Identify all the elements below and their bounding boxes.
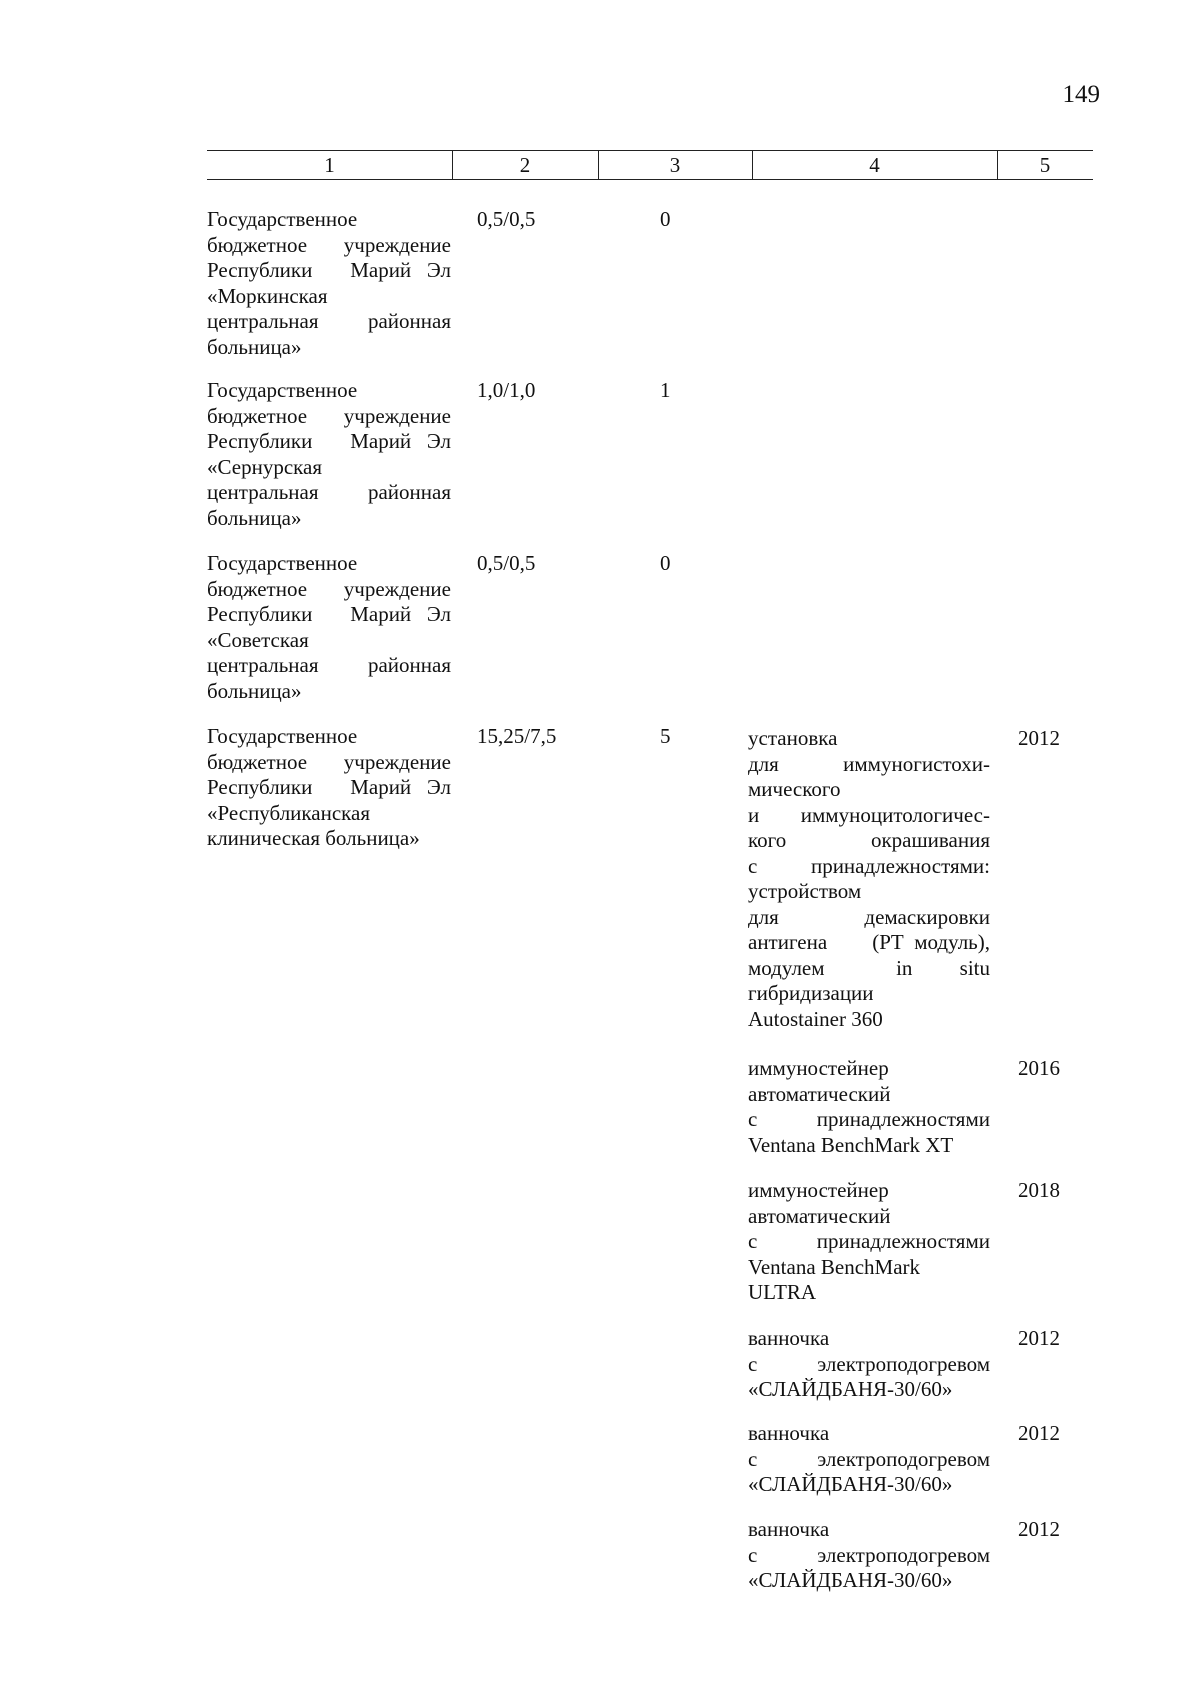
word: с bbox=[748, 1351, 758, 1376]
institution-line bbox=[207, 258, 451, 284]
equipment-year: 2016 bbox=[1018, 1056, 1060, 1080]
word: in situ bbox=[896, 955, 990, 980]
equipment-line: «СЛАЙДБАНЯ-30/60» bbox=[748, 1472, 953, 1496]
institution-line bbox=[207, 775, 451, 801]
word: с bbox=[748, 853, 758, 878]
institution-line: «Моркинская bbox=[207, 283, 328, 308]
ratio-value: 1,0/1,0 bbox=[477, 378, 536, 402]
equipment-line bbox=[748, 1229, 990, 1255]
equipment-line: автоматический bbox=[748, 1081, 891, 1106]
equipment-name bbox=[748, 1178, 990, 1306]
institution-line bbox=[207, 233, 451, 259]
word: Марий Эл bbox=[350, 775, 451, 799]
header-col-3: 3 bbox=[669, 153, 681, 177]
word: демаскировки bbox=[864, 904, 990, 929]
institution-line: Государственное bbox=[207, 207, 358, 231]
institution-line bbox=[207, 404, 451, 430]
equipment-line: Autostainer 360 bbox=[748, 1006, 883, 1031]
header-col-1: 1 bbox=[324, 153, 335, 177]
word: и bbox=[748, 802, 760, 827]
word: с bbox=[748, 1542, 758, 1567]
word: принадлежностями bbox=[816, 1107, 990, 1131]
institution-name bbox=[207, 724, 451, 852]
equipment-line bbox=[748, 905, 990, 931]
institution-line: «Советская bbox=[207, 627, 309, 652]
equipment-line bbox=[748, 1352, 990, 1378]
institution-line bbox=[207, 653, 451, 679]
word: районная bbox=[367, 653, 451, 677]
institution-name bbox=[207, 378, 451, 531]
equipment-line: автоматический bbox=[748, 1203, 891, 1228]
institution-line: больница» bbox=[207, 678, 302, 703]
institution-line bbox=[207, 577, 451, 603]
equipment-line: ванночка bbox=[748, 1326, 830, 1350]
word: принадлежностями: bbox=[810, 853, 990, 878]
ratio-value: 15,25/7,5 bbox=[477, 724, 557, 748]
word: районная bbox=[367, 309, 451, 333]
institution-line: «Сернурская bbox=[207, 454, 323, 479]
equipment-line: гибридизации bbox=[748, 981, 874, 1005]
equipment-line bbox=[748, 1543, 990, 1569]
ratio-value: 0,5/0,5 bbox=[477, 207, 536, 231]
word: электроподогревом bbox=[817, 1351, 990, 1376]
word: Республики bbox=[207, 602, 313, 626]
word: иммуноцитологичес- bbox=[800, 802, 990, 827]
institution-line: Государственное bbox=[207, 724, 358, 748]
institution-line: Государственное bbox=[207, 551, 358, 575]
table-header bbox=[207, 150, 1093, 180]
equipment-line: иммуностейнер bbox=[748, 1056, 889, 1080]
equipment-line bbox=[748, 956, 990, 982]
institution-line bbox=[207, 602, 451, 628]
word: Марий Эл bbox=[350, 602, 451, 626]
count-value: 0 bbox=[660, 551, 671, 575]
word: центральная bbox=[207, 309, 319, 333]
word: с bbox=[748, 1229, 758, 1253]
equipment-line: устройством bbox=[748, 879, 862, 903]
word: бюджетное bbox=[207, 403, 308, 428]
word: Республики bbox=[207, 429, 313, 453]
word: для bbox=[748, 904, 779, 929]
equipment-year: 2012 bbox=[1018, 726, 1060, 750]
page-number: 149 bbox=[1062, 81, 1100, 108]
equipment-line: «СЛАЙДБАНЯ-30/60» bbox=[748, 1568, 953, 1592]
institution-name bbox=[207, 551, 451, 704]
equipment-line bbox=[748, 803, 990, 829]
equipment-year: 2012 bbox=[1018, 1326, 1060, 1350]
word: учреждение bbox=[343, 749, 451, 774]
equipment-line: мического bbox=[748, 777, 841, 801]
institution-line: больница» bbox=[207, 334, 302, 359]
ratio-value: 0,5/0,5 bbox=[477, 551, 536, 575]
equipment-line: ванночка bbox=[748, 1421, 830, 1445]
word: электроподогревом bbox=[817, 1446, 990, 1471]
equipment-line bbox=[748, 854, 990, 880]
word: Марий Эл bbox=[350, 429, 451, 453]
equipment-line: ULTRA bbox=[748, 1280, 817, 1304]
equipment-year: 2012 bbox=[1018, 1421, 1060, 1445]
institution-line bbox=[207, 750, 451, 776]
count-value: 1 bbox=[660, 378, 671, 402]
word: для bbox=[748, 751, 779, 776]
institution-line bbox=[207, 480, 451, 506]
word: центральная bbox=[207, 653, 319, 677]
equipment-line: «СЛАЙДБАНЯ-30/60» bbox=[748, 1377, 953, 1401]
equipment-line bbox=[748, 752, 990, 778]
institution-line bbox=[207, 429, 451, 455]
word: бюджетное bbox=[207, 749, 308, 774]
equipment-name bbox=[748, 1517, 990, 1594]
word: (PT модуль), bbox=[872, 930, 990, 954]
institution-name bbox=[207, 207, 451, 360]
word: учреждение bbox=[343, 232, 451, 257]
word: модулем bbox=[748, 955, 825, 980]
word: Марий Эл bbox=[350, 258, 451, 282]
equipment-name bbox=[748, 1326, 990, 1403]
word: кого bbox=[748, 828, 787, 852]
equipment-line: иммуностейнер bbox=[748, 1178, 889, 1202]
word: Республики bbox=[207, 258, 313, 282]
equipment-line: Ventana BenchMark bbox=[748, 1254, 921, 1279]
word: окрашивания bbox=[870, 828, 990, 852]
institution-line: больница» bbox=[207, 505, 302, 530]
header-col-4: 4 bbox=[869, 153, 880, 177]
word: районная bbox=[367, 480, 451, 504]
word: с bbox=[748, 1446, 758, 1471]
word: учреждение bbox=[343, 576, 451, 601]
equipment-name bbox=[748, 1056, 990, 1158]
word: принадлежностями bbox=[816, 1229, 990, 1253]
header-col-2: 2 bbox=[519, 153, 531, 177]
word: центральная bbox=[207, 480, 319, 504]
word: Республики bbox=[207, 775, 313, 799]
equipment-line bbox=[748, 828, 990, 854]
equipment-name bbox=[748, 726, 990, 1032]
institution-line bbox=[207, 309, 451, 335]
institution-line: Государственное bbox=[207, 378, 358, 402]
equipment-name bbox=[748, 1421, 990, 1498]
word: учреждение bbox=[343, 403, 451, 428]
word: антигена bbox=[748, 930, 828, 954]
equipment-line bbox=[748, 930, 990, 956]
institution-line: клиническая больница» bbox=[207, 826, 420, 850]
equipment-year: 2018 bbox=[1018, 1178, 1060, 1202]
equipment-line bbox=[748, 1447, 990, 1473]
equipment-line: Ventana BenchMark XT bbox=[748, 1132, 954, 1157]
equipment-year: 2012 bbox=[1018, 1517, 1060, 1541]
equipment-line: ванночка bbox=[748, 1517, 830, 1541]
word: электроподогревом bbox=[817, 1542, 990, 1567]
institution-line: «Республиканская bbox=[207, 800, 371, 825]
word: бюджетное bbox=[207, 576, 308, 601]
count-value: 5 bbox=[660, 724, 671, 748]
header-col-5: 5 bbox=[1039, 153, 1051, 177]
word: иммуногистохи- bbox=[843, 751, 990, 776]
equipment-line: установка bbox=[748, 726, 838, 750]
word: бюджетное bbox=[207, 232, 308, 257]
equipment-line bbox=[748, 1107, 990, 1133]
word: с bbox=[748, 1107, 758, 1131]
count-value: 0 bbox=[660, 207, 671, 231]
